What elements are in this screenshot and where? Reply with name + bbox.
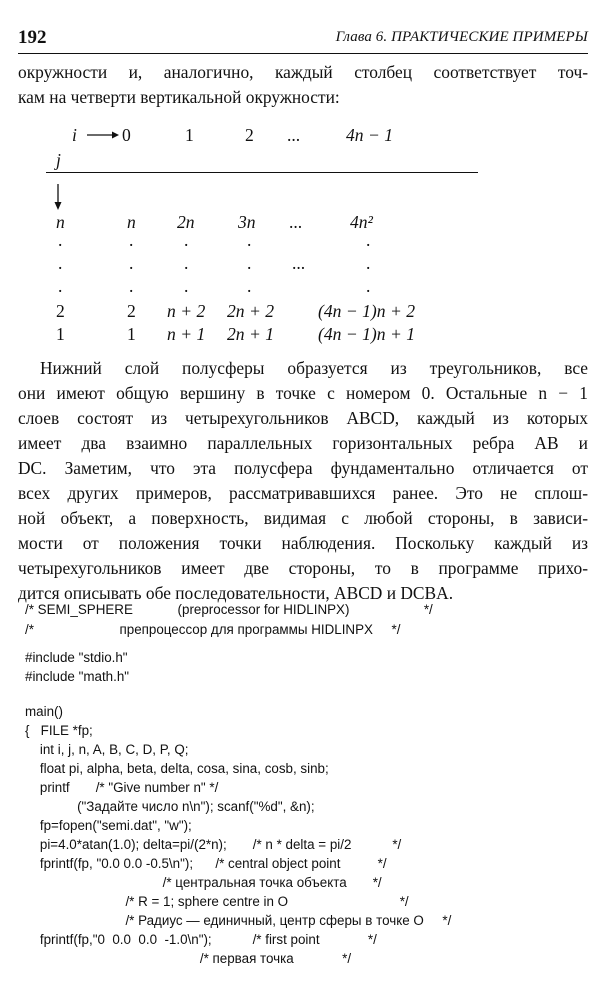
code-line: fprintf(fp, "0.0 0.0 -0.5\n"); /* central object point */ bbox=[25, 856, 387, 871]
point-matrix bbox=[0, 0, 605, 360]
matrix-cell: n bbox=[127, 212, 136, 232]
matrix-cell: 1 bbox=[127, 324, 136, 344]
matrix-rule bbox=[46, 172, 478, 173]
code-line: pi=4.0*atan(1.0); delta=pi/(2*n); /* n * delta = pi/2 */ bbox=[25, 837, 402, 852]
body-line: слоев состоят из четырехугольников ABCD, каждый из которых bbox=[18, 408, 588, 428]
intro-line: окружности и, аналогично, каждый столбец соответствует точ- bbox=[18, 62, 588, 82]
body-paragraph bbox=[18, 356, 588, 606]
matrix-cell: . bbox=[247, 276, 252, 296]
running-head: Глава 6. ПРАКТИЧЕСКИЕ ПРИМЕРЫ bbox=[335, 29, 588, 45]
col-header: ... bbox=[287, 125, 301, 145]
matrix-cell: . bbox=[366, 253, 371, 273]
matrix-cell: ... bbox=[289, 212, 303, 232]
matrix-cell: . bbox=[184, 276, 189, 296]
matrix-cell: . bbox=[58, 276, 63, 296]
row-index-label: j bbox=[56, 150, 61, 170]
code-line: /* первая точка */ bbox=[25, 951, 352, 966]
body-line: дится описывать обе последовательности, ABCD и DCBA. bbox=[18, 583, 454, 603]
code-line: /* Радиус — единичный, центр сферы в точке O */ bbox=[25, 913, 452, 928]
matrix-cell: . bbox=[184, 253, 189, 273]
matrix-cell: . bbox=[366, 276, 371, 296]
right-arrow-icon bbox=[86, 128, 120, 142]
code-line: printf /* "Give number n" */ bbox=[25, 780, 219, 795]
col-header: 1 bbox=[185, 125, 194, 145]
body-line: мости от положения точки наблюдения. Поскольку каждый из bbox=[18, 533, 588, 553]
code-line: /* R = 1; sphere centre in O */ bbox=[25, 894, 409, 909]
matrix-cell: 2 bbox=[56, 301, 65, 321]
code-line: #include "math.h" bbox=[25, 669, 130, 684]
body-line: DC. Заметим, что эта полусфера фундаментально отличается от bbox=[18, 458, 588, 478]
matrix-cell: n + 1 bbox=[167, 324, 206, 344]
matrix-cell: 2n + 2 bbox=[227, 301, 275, 321]
matrix-cell: 1 bbox=[56, 324, 65, 344]
matrix-cell: . bbox=[129, 253, 134, 273]
code-line: /* центральная точка объекта */ bbox=[25, 875, 382, 890]
matrix-cell: n bbox=[56, 212, 65, 232]
matrix-cell: 2n bbox=[177, 212, 195, 232]
intro-line: кам на четверти вертикальной окружности: bbox=[18, 87, 340, 107]
matrix-cell: 2n + 1 bbox=[227, 324, 275, 344]
matrix-cell: . bbox=[58, 230, 63, 250]
matrix-cell: 4n² bbox=[350, 212, 373, 232]
matrix-cell: . bbox=[247, 253, 252, 273]
matrix-cell: (4n − 1)n + 2 bbox=[318, 301, 416, 321]
code-line: ("Задайте число n\n"); scanf("%d", &n); bbox=[25, 799, 315, 814]
matrix-cell: n + 2 bbox=[167, 301, 206, 321]
matrix-cell: . bbox=[184, 230, 189, 250]
body-line: Нижний слой полусферы образуется из треугольников, все bbox=[40, 358, 588, 378]
code-line: /* препроцессор для программы HIDLINPX */ bbox=[25, 622, 401, 637]
col-header: 2 bbox=[245, 125, 254, 145]
body-line: они имеют общую вершину в точке с номером 0. Остальные n − 1 bbox=[18, 383, 588, 403]
col-index-label: i bbox=[72, 125, 77, 145]
matrix-cell: (4n − 1)n + 1 bbox=[318, 324, 416, 344]
col-header: 0 bbox=[122, 125, 131, 145]
col-header: 4n − 1 bbox=[346, 125, 394, 145]
matrix-cell: 3n bbox=[238, 212, 256, 232]
code-line: int i, j, n, A, B, C, D, P, Q; bbox=[25, 742, 189, 757]
body-line: имеет два взаимно параллельных горизонтальных ребра AB и bbox=[18, 433, 588, 453]
matrix-cell: 2 bbox=[127, 301, 136, 321]
body-line: четырехугольников имеет две стороны, то в программе прихо- bbox=[18, 558, 588, 578]
matrix-cell: . bbox=[366, 230, 371, 250]
code-line: { FILE *fp; bbox=[25, 723, 93, 738]
code-line: fp=fopen("semi.dat", "w"); bbox=[25, 818, 192, 833]
code-listing bbox=[25, 602, 585, 982]
matrix-cell: . bbox=[247, 230, 252, 250]
body-line: ной объект, а поверхность, видимая с любой стороны, в зависи- bbox=[18, 508, 588, 528]
body-line: всех других примеров, рассматривавшихся ранее. Это не сплош- bbox=[18, 483, 588, 503]
code-line: main() bbox=[25, 704, 63, 719]
code-line: fprintf(fp,"0 0.0 0.0 -1.0\n"); /* first point */ bbox=[25, 932, 377, 947]
code-line: float pi, alpha, beta, delta, cosa, sina, cosb, sinb; bbox=[25, 761, 329, 776]
matrix-cell: . bbox=[129, 276, 134, 296]
matrix-cell: ... bbox=[292, 253, 306, 273]
matrix-cell: . bbox=[129, 230, 134, 250]
matrix-cell: . bbox=[58, 253, 63, 273]
code-line: #include "stdio.h" bbox=[25, 650, 128, 665]
down-arrow-icon bbox=[53, 183, 63, 211]
page-number: 192 bbox=[18, 27, 47, 48]
code-line: /* SEMI_SPHERE (preprocessor for HIDLINPX) */ bbox=[25, 602, 433, 617]
